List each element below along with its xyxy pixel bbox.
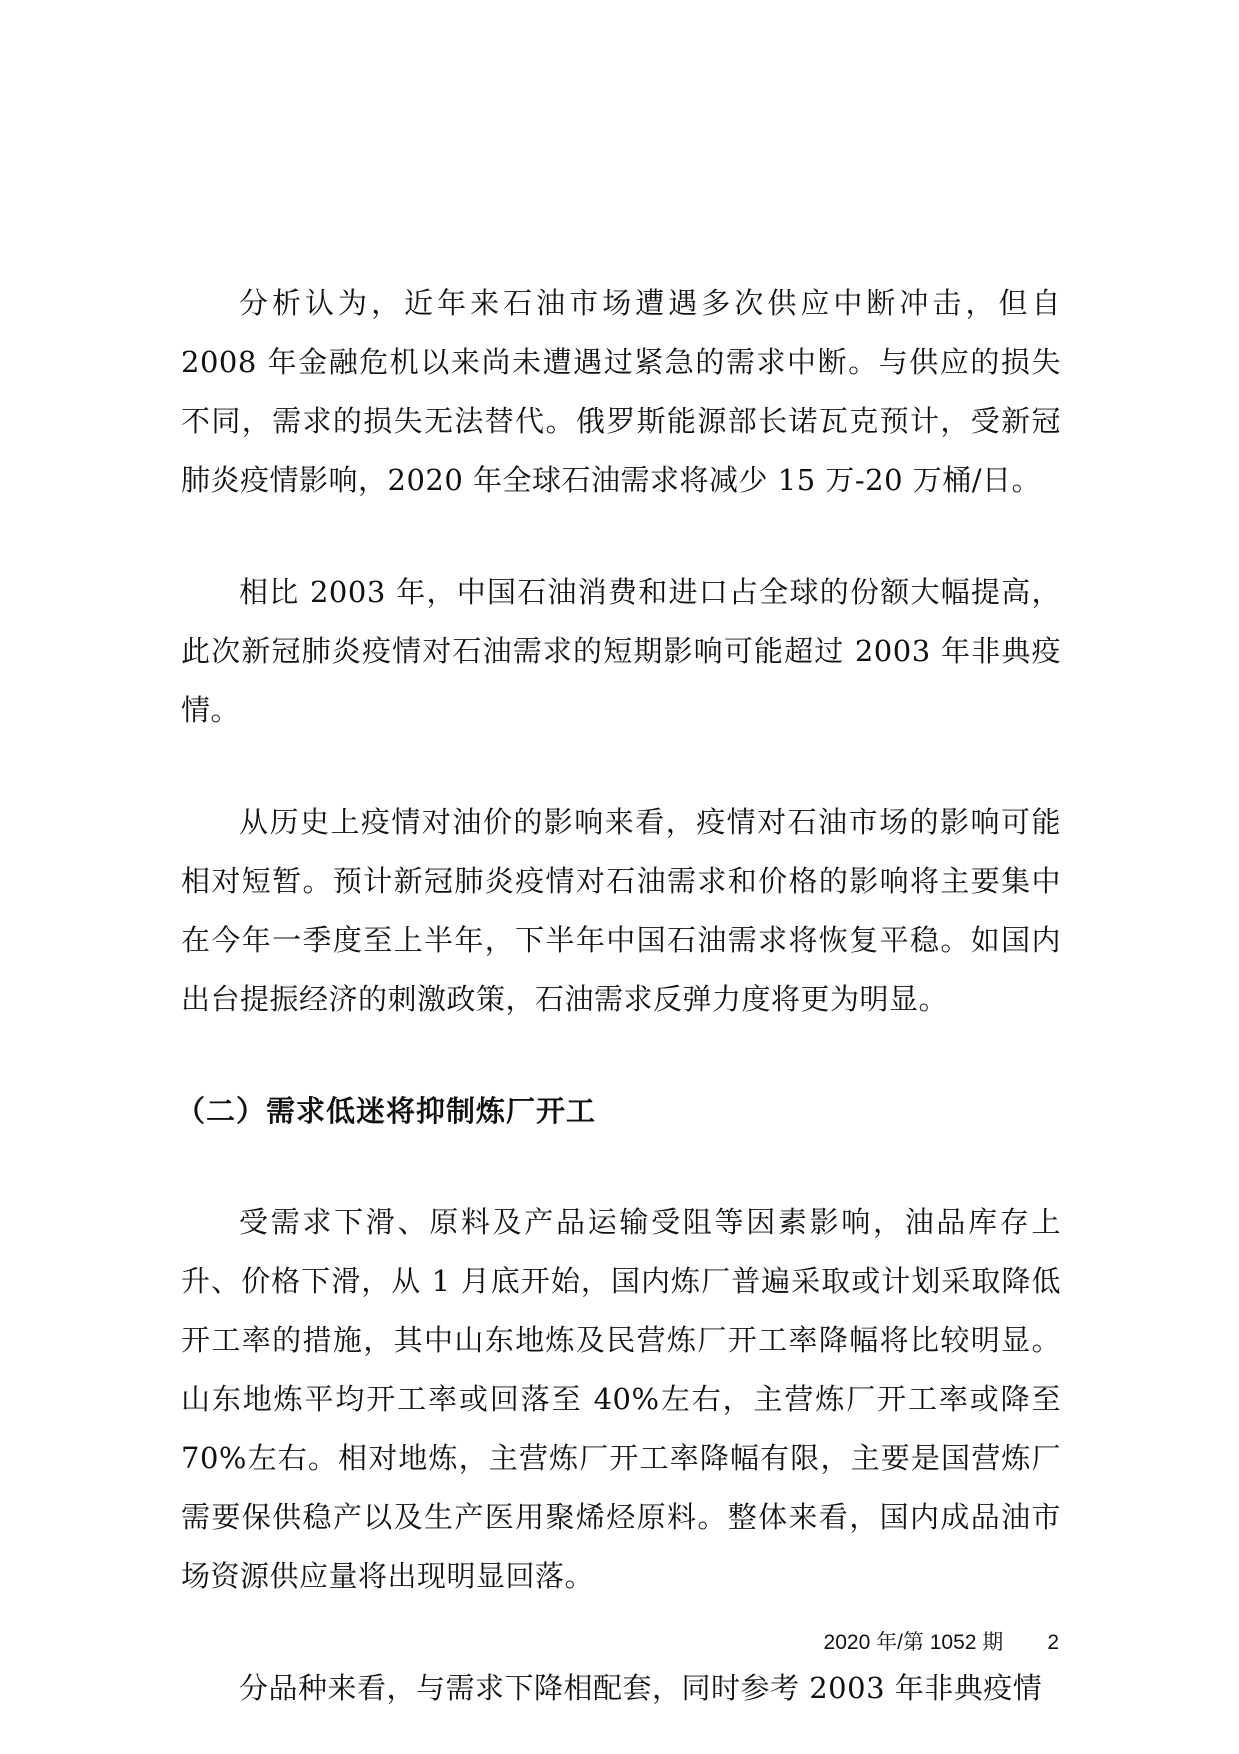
page-footer xyxy=(824,1626,1059,1656)
paragraph-refinery-operations: 受需求下滑、原料及产品运输受阻等因素影响，油品库存上升、价格下滑，从 1 月底开始，国内炼厂普遍采取或计划采取降低开工率的措施，其中山东地炼及民营炼厂开工率降幅将比较明显。山东地炼平均开工率或回落至 40%左右，主营炼厂开工率或降至 70%左右。相对地炼，主营炼厂开工率降幅有限，主要是国营炼厂需要保供稳产以及生产医用聚烯烃原料。整体来看，国内成品油市场资源供应量将出现明显回落。 xyxy=(181,1205,1061,1593)
paragraph-comparison-2003: 相比 2003 年，中国石油消费和进口占全球的份额大幅提高，此次新冠肺炎疫情对石油需求的短期影响可能超过 2003 年非典疫情。 xyxy=(181,575,1061,727)
issue-label: 2020 年/第 1052 期 xyxy=(823,1631,1004,1654)
paragraph-historical-impact: 从历史上疫情对油价的影响来看，疫情对石油市场的影响可能相对短暂。预计新冠肺炎疫情对石油需求和价格的影响将主要集中在今年一季度至上半年，下半年中国石油需求将恢复平稳。如国内出台提振经济的刺激政策，石油需求反弹力度将更为明显。 xyxy=(181,805,1061,1016)
paragraph-analysis: 分析认为，近年来石油市场遭遇多次供应中断冲击，但自 2008 年金融危机以来尚未遭遇过紧急的需求中断。与供应的损失不同，需求的损失无法替代。俄罗斯能源部长诺瓦克预计，受新冠肺炎疫情影响，2020 年全球石油需求将减少 15 万-20 万桶/日。 xyxy=(181,286,1061,497)
paragraph-by-product: 分品种来看，与需求下降相配套，同时参考 2003 年非典疫情 xyxy=(239,1671,1043,1705)
document-body xyxy=(176,274,1061,1718)
section-heading: （二）需求低迷将抑制炼厂开工 xyxy=(176,1094,597,1128)
page-number: 2 xyxy=(1047,1631,1059,1654)
